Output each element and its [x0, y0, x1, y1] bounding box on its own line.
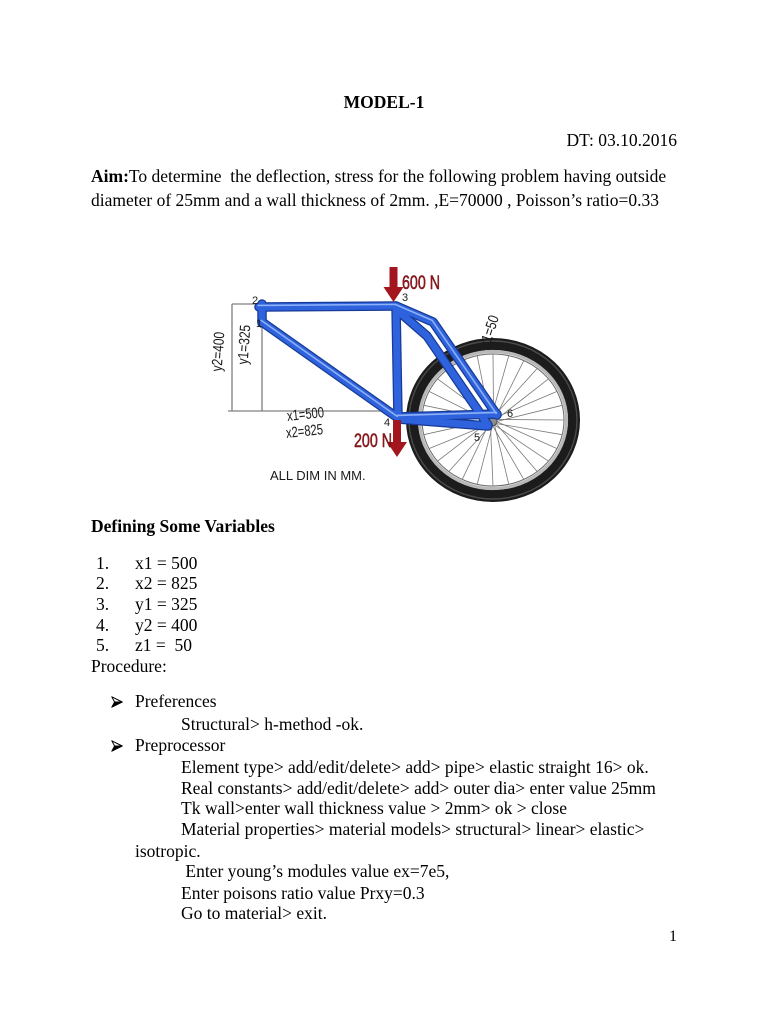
top-tube	[259, 306, 396, 307]
aim-label: Aim:	[91, 166, 129, 186]
procedure-step: Structural> h-method -ok.	[181, 714, 364, 734]
load-label-bottom: 200 N	[354, 430, 392, 452]
list-item: y1 = 325	[135, 594, 198, 614]
aim-text-continued: diameter of 25mm and a wall thickness of 2mm. ,E=70000 , Poisson’s ratio=0.33	[91, 190, 659, 210]
list-item: z1 = 50	[135, 635, 193, 655]
top-tube-highlight	[258, 304, 395, 305]
dim-label-z1: z1=50	[476, 313, 503, 350]
page-title: MODEL-1	[343, 92, 425, 112]
document-date: DT: 03.10.2016	[566, 130, 677, 150]
bullet-arrow-upper	[112, 697, 122, 702]
list-item-number: 4.	[96, 615, 110, 635]
bicycle-frame-figure	[186, 262, 584, 506]
node-label-3: 3	[402, 292, 409, 304]
dim-label-x2: x2=825	[285, 420, 324, 442]
figure-background	[186, 262, 584, 506]
node-label-4: 4	[384, 417, 391, 429]
arrowhead-bullet-icon	[111, 740, 123, 752]
procedure-step: Go to material> exit.	[181, 903, 327, 923]
procedure-heading: Procedure:	[91, 656, 167, 676]
list-item: y2 = 400	[135, 615, 198, 635]
procedure-step: Element type> add/edit/delete> add> pipe> elastic straight 16> ok.	[181, 757, 649, 777]
load-label-bottom-group	[354, 430, 392, 451]
node-label-5: 5	[474, 432, 481, 444]
load-arrow-bottom-shaft	[393, 420, 401, 444]
seat-tube	[396, 306, 398, 418]
bullet-arrow-upper	[112, 741, 122, 746]
procedure-section-title: Preprocessor	[135, 735, 226, 755]
procedure-step: Real constants> add/edit/delete> add> outer dia> enter value 25mm	[181, 778, 656, 798]
list-item-number: 2.	[96, 573, 110, 593]
dim-label-y1: y1=325	[234, 324, 254, 366]
node-label-2: 2	[252, 295, 259, 307]
list-item: x2 = 825	[135, 573, 198, 593]
bullet-arrow-lower	[112, 702, 122, 707]
procedure-step-continued: isotropic.	[135, 841, 201, 861]
procedure-step: Tk wall>enter wall thickness value > 2mm> ok > close	[181, 798, 567, 818]
list-item-number: 5.	[96, 635, 110, 655]
dim-label-y2: y2=400	[208, 331, 228, 373]
list-item-number: 3.	[96, 594, 110, 614]
aim-text: To determine the deflection, stress for the following problem having outside	[128, 166, 667, 186]
load-label-top: 600 N	[402, 272, 440, 294]
load-label-top-group	[402, 272, 440, 293]
dim-label-x1: x1=500	[286, 403, 325, 425]
procedure-step: Enter poisons ratio value Prxy=0.3	[181, 883, 425, 903]
figure-note: ALL DIM IN MM.	[270, 468, 366, 483]
bullet-arrow-lower	[112, 746, 122, 751]
list-item-number: 1.	[96, 553, 110, 573]
node-label-1: 1	[256, 318, 263, 330]
procedure-section-title: Preferences	[135, 691, 217, 711]
variables-heading: Defining Some Variables	[91, 516, 275, 536]
procedure-step: Material properties> material models> structural> linear> elastic>	[181, 819, 645, 839]
load-arrow-top-shaft	[390, 267, 398, 289]
page-number: 1	[669, 928, 677, 945]
list-item: x1 = 500	[135, 553, 198, 573]
node-label-6: 6	[507, 408, 514, 420]
arrowhead-bullet-icon	[111, 696, 123, 708]
aim-line	[91, 166, 666, 186]
procedure-step: Enter young’s modules value ex=7e5,	[181, 861, 450, 881]
